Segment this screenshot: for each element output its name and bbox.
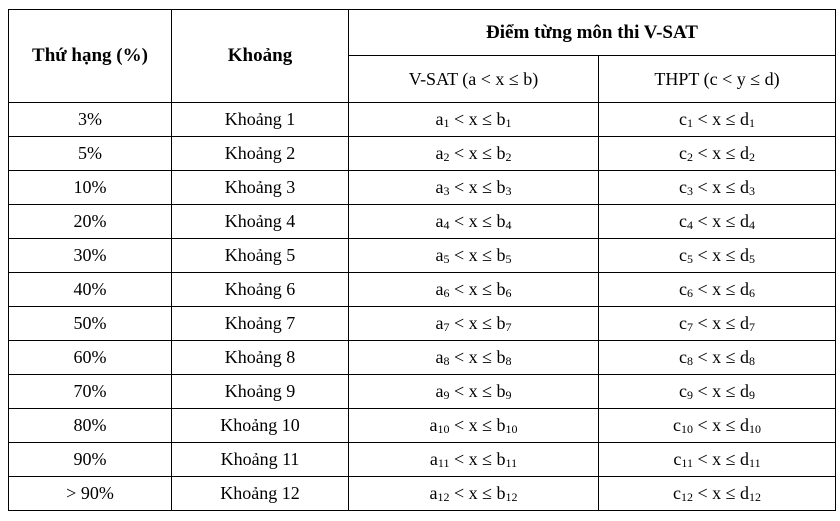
rank-cell: 80% xyxy=(9,409,172,443)
range-cell: Khoảng 11 xyxy=(172,443,349,477)
upper-index: 8 xyxy=(505,354,512,368)
inequality-op: < x ≤ xyxy=(449,347,497,367)
upper-var: b xyxy=(496,415,506,435)
lower-var: a xyxy=(429,449,438,469)
table-row xyxy=(9,273,836,307)
rank-cell: 5% xyxy=(9,137,172,171)
upper-var: d xyxy=(740,449,750,469)
rank-cell: 70% xyxy=(9,375,172,409)
thpt-range-cell xyxy=(599,307,836,341)
inequality-op: < x ≤ xyxy=(692,143,741,163)
range-cell: Khoảng 8 xyxy=(172,341,349,375)
table-row xyxy=(9,137,836,171)
inequality-op: < x ≤ xyxy=(449,483,497,503)
upper-index: 3 xyxy=(749,184,756,198)
upper-index: 7 xyxy=(505,320,512,334)
vsat-range-cell xyxy=(349,409,599,443)
lower-index: 3 xyxy=(686,184,693,198)
lower-var: a xyxy=(435,313,444,333)
lower-index: 5 xyxy=(443,252,450,266)
lower-index: 7 xyxy=(443,320,450,334)
thpt-range-cell xyxy=(599,375,836,409)
inequality-op: < x ≤ xyxy=(692,245,741,265)
rank-cell: 30% xyxy=(9,239,172,273)
upper-index: 11 xyxy=(749,456,761,470)
lower-index: 10 xyxy=(437,422,450,436)
inequality-op: < x ≤ xyxy=(449,143,497,163)
upper-var: d xyxy=(740,313,750,333)
lower-var: c xyxy=(678,313,687,333)
inequality-op: < x ≤ xyxy=(449,211,497,231)
vsat-range-cell xyxy=(349,103,599,137)
lower-var: a xyxy=(435,143,444,163)
upper-index: 6 xyxy=(505,286,512,300)
upper-var: b xyxy=(496,177,506,197)
lower-var: c xyxy=(678,381,687,401)
thpt-range-cell xyxy=(599,273,836,307)
lower-var: c xyxy=(672,483,681,503)
lower-var: c xyxy=(678,177,687,197)
upper-var: d xyxy=(740,245,750,265)
lower-index: 8 xyxy=(686,354,693,368)
lower-var: c xyxy=(678,347,687,367)
upper-var: b xyxy=(496,245,506,265)
rank-cell: 50% xyxy=(9,307,172,341)
lower-index: 12 xyxy=(437,490,450,504)
thpt-range-cell xyxy=(599,103,836,137)
upper-var: b xyxy=(496,381,506,401)
vsat-range-cell xyxy=(349,239,599,273)
range-cell: Khoảng 7 xyxy=(172,307,349,341)
header-vsat: V-SAT (a < x ≤ b) xyxy=(349,56,599,103)
vsat-range-cell xyxy=(349,477,599,511)
thpt-range-cell xyxy=(599,409,836,443)
lower-var: a xyxy=(435,381,444,401)
lower-var: c xyxy=(678,279,687,299)
upper-index: 8 xyxy=(749,354,756,368)
upper-index: 11 xyxy=(505,456,518,470)
lower-var: a xyxy=(429,415,438,435)
rank-cell: 20% xyxy=(9,205,172,239)
lower-index: 2 xyxy=(686,150,693,164)
lower-var: c xyxy=(678,245,687,265)
lower-index: 1 xyxy=(686,116,693,130)
upper-var: b xyxy=(496,449,506,469)
inequality-op: < x ≤ xyxy=(692,415,741,435)
inequality-op: < x ≤ xyxy=(692,313,741,333)
rank-cell: 10% xyxy=(9,171,172,205)
table-row xyxy=(9,307,836,341)
vsat-range-cell xyxy=(349,443,599,477)
lower-var: c xyxy=(672,415,681,435)
upper-index: 7 xyxy=(749,320,756,334)
vsat-range-cell xyxy=(349,307,599,341)
lower-index: 8 xyxy=(443,354,450,368)
range-cell: Khoảng 2 xyxy=(172,137,349,171)
inequality-op: < x ≤ xyxy=(692,483,741,503)
lower-index: 7 xyxy=(686,320,693,334)
upper-index: 12 xyxy=(505,490,518,504)
lower-index: 3 xyxy=(443,184,450,198)
lower-index: 5 xyxy=(686,252,693,266)
upper-var: d xyxy=(740,143,750,163)
score-conversion-table xyxy=(8,9,836,511)
lower-var: c xyxy=(678,211,687,231)
lower-var: a xyxy=(435,347,444,367)
vsat-range-cell xyxy=(349,137,599,171)
range-cell: Khoảng 6 xyxy=(172,273,349,307)
thpt-range-cell xyxy=(599,443,836,477)
vsat-range-cell xyxy=(349,375,599,409)
header-range: Khoảng xyxy=(172,10,349,103)
thpt-range-cell xyxy=(599,205,836,239)
lower-index: 1 xyxy=(443,116,450,130)
lower-var: c xyxy=(678,143,687,163)
lower-var: a xyxy=(435,109,444,129)
thpt-range-cell xyxy=(599,137,836,171)
range-cell: Khoảng 4 xyxy=(172,205,349,239)
lower-var: c xyxy=(678,109,687,129)
thpt-range-cell xyxy=(599,477,836,511)
lower-index: 2 xyxy=(443,150,450,164)
upper-var: d xyxy=(740,109,750,129)
upper-index: 6 xyxy=(749,286,756,300)
lower-index: 9 xyxy=(686,388,693,402)
inequality-op: < x ≤ xyxy=(449,177,497,197)
upper-var: d xyxy=(740,211,750,231)
lower-index: 11 xyxy=(437,456,450,470)
table-row xyxy=(9,171,836,205)
upper-index: 2 xyxy=(505,150,512,164)
inequality-op: < x ≤ xyxy=(692,449,741,469)
range-cell: Khoảng 10 xyxy=(172,409,349,443)
table-row xyxy=(9,103,836,137)
upper-var: b xyxy=(496,347,506,367)
inequality-op: < x ≤ xyxy=(692,177,741,197)
lower-index: 10 xyxy=(680,422,693,436)
header-row-1 xyxy=(9,10,836,56)
lower-index: 9 xyxy=(443,388,450,402)
upper-var: d xyxy=(740,415,750,435)
inequality-op: < x ≤ xyxy=(449,449,497,469)
upper-var: b xyxy=(496,483,506,503)
upper-var: b xyxy=(496,279,506,299)
lower-var: c xyxy=(673,449,682,469)
inequality-op: < x ≤ xyxy=(692,381,741,401)
lower-index: 11 xyxy=(681,456,693,470)
inequality-op: < x ≤ xyxy=(449,381,497,401)
thpt-range-cell xyxy=(599,239,836,273)
table-row xyxy=(9,375,836,409)
upper-index: 5 xyxy=(505,252,512,266)
vsat-range-cell xyxy=(349,341,599,375)
upper-index: 4 xyxy=(505,218,512,232)
vsat-range-cell xyxy=(349,205,599,239)
inequality-op: < x ≤ xyxy=(449,279,497,299)
upper-index: 2 xyxy=(749,150,756,164)
inequality-op: < x ≤ xyxy=(692,211,741,231)
upper-index: 9 xyxy=(505,388,512,402)
range-cell: Khoảng 9 xyxy=(172,375,349,409)
lower-var: a xyxy=(435,279,444,299)
lower-index: 4 xyxy=(686,218,693,232)
table-body xyxy=(9,103,836,511)
lower-index: 4 xyxy=(443,218,450,232)
upper-index: 10 xyxy=(749,422,762,436)
upper-var: b xyxy=(496,313,506,333)
upper-index: 12 xyxy=(749,490,762,504)
upper-index: 10 xyxy=(505,422,518,436)
upper-index: 4 xyxy=(749,218,756,232)
rank-cell: 40% xyxy=(9,273,172,307)
upper-index: 3 xyxy=(505,184,512,198)
lower-var: a xyxy=(435,245,444,265)
table-row xyxy=(9,341,836,375)
lower-index: 6 xyxy=(443,286,450,300)
vsat-range-cell xyxy=(349,171,599,205)
table-row xyxy=(9,443,836,477)
table-row xyxy=(9,239,836,273)
upper-var: b xyxy=(496,211,506,231)
header-scores-group: Điểm từng môn thi V-SAT xyxy=(349,10,836,56)
inequality-op: < x ≤ xyxy=(692,347,741,367)
range-cell: Khoảng 12 xyxy=(172,477,349,511)
vsat-range-cell xyxy=(349,273,599,307)
upper-var: d xyxy=(740,177,750,197)
rank-cell: 90% xyxy=(9,443,172,477)
rank-cell: 60% xyxy=(9,341,172,375)
inequality-op: < x ≤ xyxy=(449,415,497,435)
upper-var: b xyxy=(496,143,506,163)
upper-index: 9 xyxy=(749,388,756,402)
score-table-container xyxy=(8,9,836,511)
upper-var: b xyxy=(496,109,506,129)
upper-var: d xyxy=(740,279,750,299)
upper-var: d xyxy=(740,483,750,503)
table-row xyxy=(9,205,836,239)
lower-var: a xyxy=(435,177,444,197)
table-row xyxy=(9,409,836,443)
range-cell: Khoảng 1 xyxy=(172,103,349,137)
upper-index: 1 xyxy=(749,116,756,130)
rank-cell: > 90% xyxy=(9,477,172,511)
thpt-range-cell xyxy=(599,171,836,205)
lower-index: 12 xyxy=(680,490,693,504)
inequality-op: < x ≤ xyxy=(692,109,741,129)
inequality-op: < x ≤ xyxy=(449,245,497,265)
lower-var: a xyxy=(429,483,438,503)
rank-cell: 3% xyxy=(9,103,172,137)
upper-var: d xyxy=(740,381,750,401)
table-row xyxy=(9,477,836,511)
lower-index: 6 xyxy=(686,286,693,300)
inequality-op: < x ≤ xyxy=(692,279,741,299)
range-cell: Khoảng 3 xyxy=(172,171,349,205)
upper-index: 5 xyxy=(749,252,756,266)
inequality-op: < x ≤ xyxy=(449,109,497,129)
upper-index: 1 xyxy=(505,116,512,130)
upper-var: d xyxy=(740,347,750,367)
inequality-op: < x ≤ xyxy=(449,313,497,333)
thpt-range-cell xyxy=(599,341,836,375)
lower-var: a xyxy=(435,211,444,231)
range-cell: Khoảng 5 xyxy=(172,239,349,273)
header-rank: Thứ hạng (%) xyxy=(9,10,172,103)
header-thpt: THPT (c < y ≤ d) xyxy=(599,56,836,103)
